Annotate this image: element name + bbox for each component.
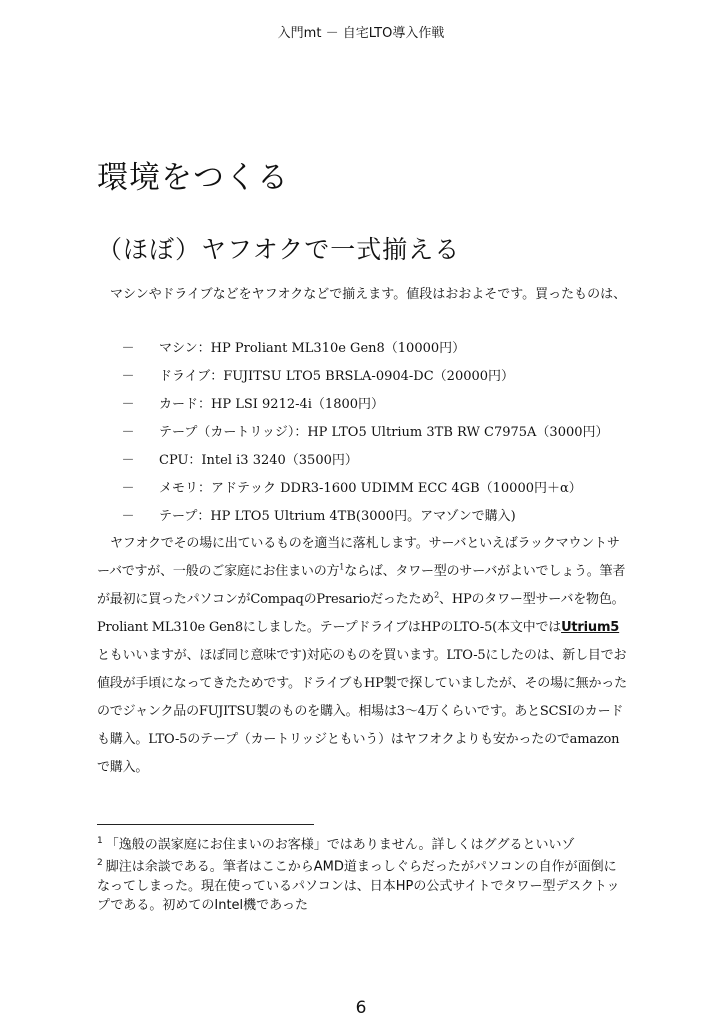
- page-number: 6: [355, 998, 367, 1018]
- footnote-text: 「逸般の誤家庭にお住まいのお客様」ではありません。詳しくはググるといいゾ: [105, 837, 575, 853]
- list-dash: －: [121, 481, 135, 496]
- list-item-text: マシン：HP Proliant ML310e Gen8（10000円）: [159, 341, 466, 356]
- footnote-number: 1: [97, 836, 103, 846]
- list-item-text: テープ：HP LTO5 Ultrium 4TB(3000円。アマゾンで購入): [159, 509, 516, 524]
- footnote-text: 脚注は余談である。筆者はここからAMD道まっしぐらだったがパソコンの自作が面倒になってしまった。現在使っているパソコンは、日本HPの公式サイトでタワー型デスクトップである。初めてのIntel機であった: [97, 859, 620, 913]
- list-item-text: CPU：Intel i3 3240（3500円）: [159, 453, 358, 468]
- body-text-part1: ヤフオクでその場に出ているものを適当に落札します。サーバといえばラックマウントサーバですが、一般のご家庭にお住まいの方: [97, 536, 620, 579]
- purchase-list: [97, 335, 609, 531]
- body-text-part4: ともいいますが、ほぼ同じ意味です)対応のものを買います。LTO-5にしたのは、新し目でお値段が手頃になってきたためです。ドライブもHP製で探していましたが、その場に無かったのでジャンク品のFUJITSU製のものを購入。相場は3～4万くらいです。あとSCSIのカードも購入。LTO-5のテープ（カートリッジともいう）はヤフオクよりも安かったのでamazonで購入。: [97, 648, 627, 775]
- chapter-title: 環境をつくる: [97, 160, 289, 196]
- section-title: （ほぼ）ヤフオクで一式揃える: [97, 235, 461, 264]
- list-item: [97, 503, 609, 531]
- footnote-divider: [97, 824, 314, 825]
- list-dash: －: [121, 453, 135, 468]
- footnote-number: 2: [97, 858, 103, 869]
- footnote-1: [97, 832, 627, 854]
- list-item-text: テープ（カートリッジ）：HP LTO5 Ultrium 3TB RW C7975A（3000円）: [159, 425, 609, 440]
- main-paragraph: [97, 530, 627, 782]
- running-header: 入門mt － 自宅LTO導入作戦: [277, 26, 445, 41]
- list-item: [97, 475, 609, 503]
- list-item: [97, 335, 609, 363]
- list-dash: －: [121, 397, 135, 412]
- footnotes: [97, 832, 627, 915]
- footnote-2: [97, 854, 627, 914]
- list-dash: －: [121, 341, 135, 356]
- list-dash: －: [121, 369, 135, 384]
- list-item: [97, 391, 609, 419]
- list-item-text: カード：HP LSI 9212-4i（1800円）: [159, 397, 385, 412]
- bold-term: Utrium5: [561, 620, 620, 635]
- intro-paragraph: マシンやドライブなどをヤフオクなどで揃えます。値段はおおよそです。買ったものは、: [110, 287, 627, 302]
- list-dash: －: [121, 425, 135, 440]
- body-text-part3: 、HPのタワー型サーバを物色。Proliant ML310e Gen8にしました。テープドライブはHPのLTO-5(本文中では: [97, 592, 625, 635]
- list-item: [97, 363, 609, 391]
- list-item: [97, 447, 609, 475]
- list-item-text: メモリ：アドテック DDR3-1600 UDIMM ECC 4GB（10000円＋α）: [159, 481, 582, 496]
- list-dash: －: [121, 509, 135, 524]
- footnote-ref-2[interactable]: 2: [434, 590, 440, 600]
- list-item: [97, 419, 609, 447]
- list-item-text: ドライブ：FUJITSU LTO5 BRSLA-0904-DC（20000円）: [159, 369, 515, 384]
- body-text-part2: ならば、タワー型のサーバがよいでしょう。筆者が最初に買ったパソコンがCompaqのPresarioだったため: [97, 564, 626, 607]
- footnote-ref-1[interactable]: 1: [339, 562, 345, 572]
